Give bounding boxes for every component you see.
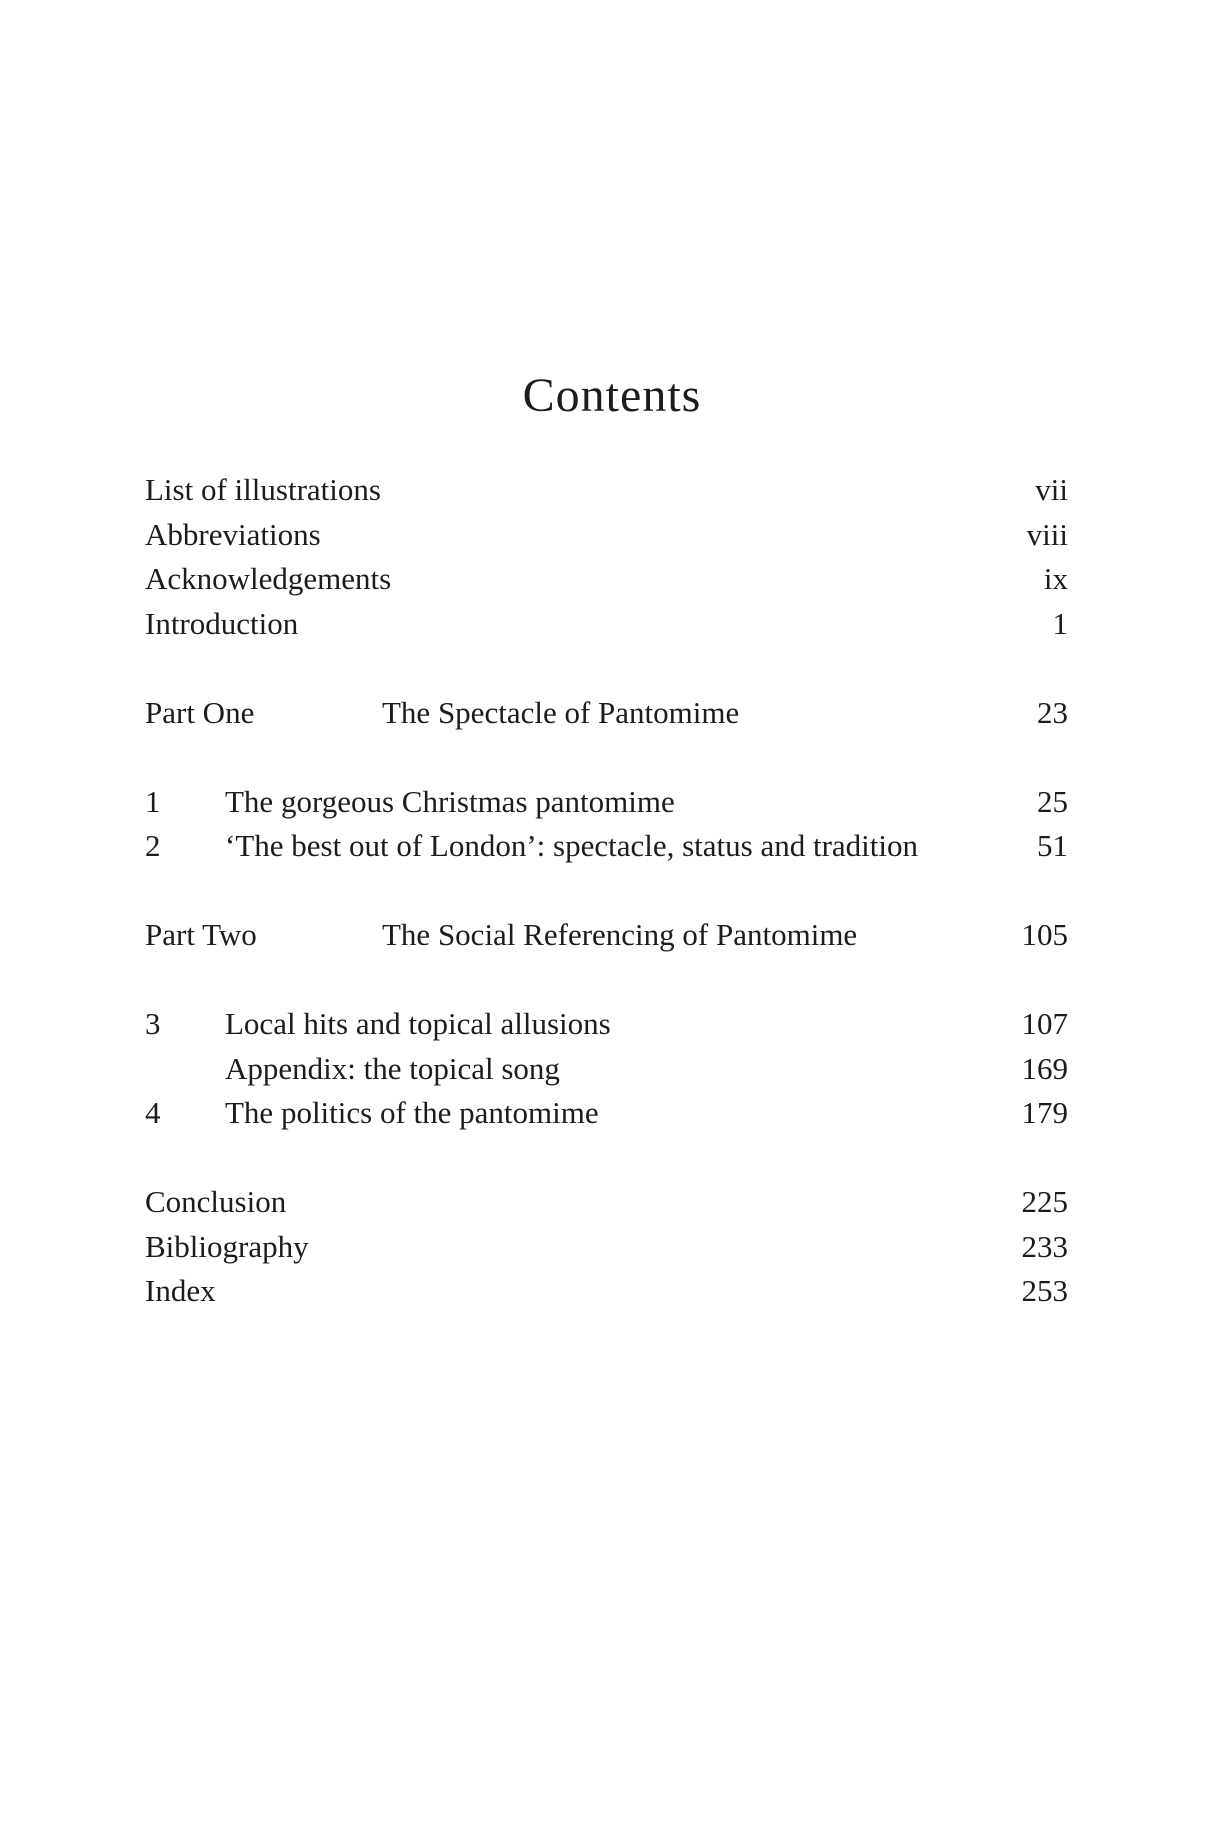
toc-entry-page: 23 xyxy=(1037,694,1068,730)
toc-appendix xyxy=(145,1047,1068,1092)
chapter-title: Appendix: the topical song xyxy=(225,1050,560,1086)
part-title: The Social Referencing of Pantomime xyxy=(382,917,858,952)
toc-entry-list-of-illustrations xyxy=(145,468,1068,513)
table-of-contents xyxy=(145,468,1068,1314)
toc-entry-page: 225 xyxy=(1021,1184,1068,1219)
toc-chapter-1 xyxy=(145,780,1068,825)
toc-entry-page: 253 xyxy=(1021,1273,1068,1308)
chapter-number: 1 xyxy=(145,783,161,819)
toc-entry-page: 179 xyxy=(1021,1095,1068,1130)
chapter-number: 4 xyxy=(145,1095,161,1130)
toc-entry-label: List of illustrations xyxy=(145,472,381,507)
toc-entry-page: 233 xyxy=(1021,1228,1068,1264)
part-label: Part One xyxy=(145,694,255,730)
toc-entry-conclusion xyxy=(145,1180,1068,1225)
chapter-number: 2 xyxy=(145,828,161,863)
toc-entry-introduction xyxy=(145,602,1068,647)
spacer xyxy=(145,1136,1068,1181)
toc-entry-page: 107 xyxy=(1021,1006,1068,1041)
toc-entry-abbreviations xyxy=(145,513,1068,558)
chapter-title: ‘The best out of London’: spectacle, status and tradition xyxy=(225,828,919,863)
toc-part-two xyxy=(145,913,1068,958)
spacer xyxy=(145,735,1068,780)
part-title: The Spectacle of Pantomime xyxy=(382,694,740,730)
toc-entry-label: Acknowledgements xyxy=(145,561,392,596)
chapter-title: The politics of the pantomime xyxy=(225,1095,599,1130)
toc-entry-label: Bibliography xyxy=(145,1228,309,1264)
toc-entry-page: 169 xyxy=(1021,1050,1068,1086)
toc-entry-page: 105 xyxy=(1021,917,1068,952)
toc-entry-label: Conclusion xyxy=(145,1184,287,1219)
toc-chapter-4 xyxy=(145,1091,1068,1136)
toc-entry-label: Introduction xyxy=(145,605,299,641)
toc-entry-page: 25 xyxy=(1037,783,1068,819)
chapter-title: The gorgeous Christmas pantomime xyxy=(225,783,675,819)
chapter-title: Local hits and topical allusions xyxy=(225,1006,611,1041)
toc-entry-page: ix xyxy=(1043,561,1068,596)
toc-entry-bibliography xyxy=(145,1225,1068,1270)
spacer xyxy=(145,958,1068,1003)
toc-entry-acknowledgements xyxy=(145,557,1068,602)
toc-part-one xyxy=(145,691,1068,736)
toc-entry-page: vii xyxy=(1035,472,1068,507)
toc-entry-page: viii xyxy=(1026,516,1068,552)
toc-chapter-2 xyxy=(145,824,1068,869)
spacer xyxy=(145,869,1068,914)
toc-chapter-3 xyxy=(145,1002,1068,1047)
chapter-number: 3 xyxy=(145,1006,161,1041)
part-label: Part Two xyxy=(145,917,257,952)
toc-entry-index xyxy=(145,1269,1068,1314)
spacer xyxy=(145,646,1068,691)
toc-entry-label: Index xyxy=(145,1273,216,1308)
toc-entry-label: Abbreviations xyxy=(145,516,321,552)
toc-entry-page: 1 xyxy=(1052,605,1068,641)
toc-entry-page: 51 xyxy=(1037,828,1068,863)
page-title: Contents xyxy=(522,369,702,422)
